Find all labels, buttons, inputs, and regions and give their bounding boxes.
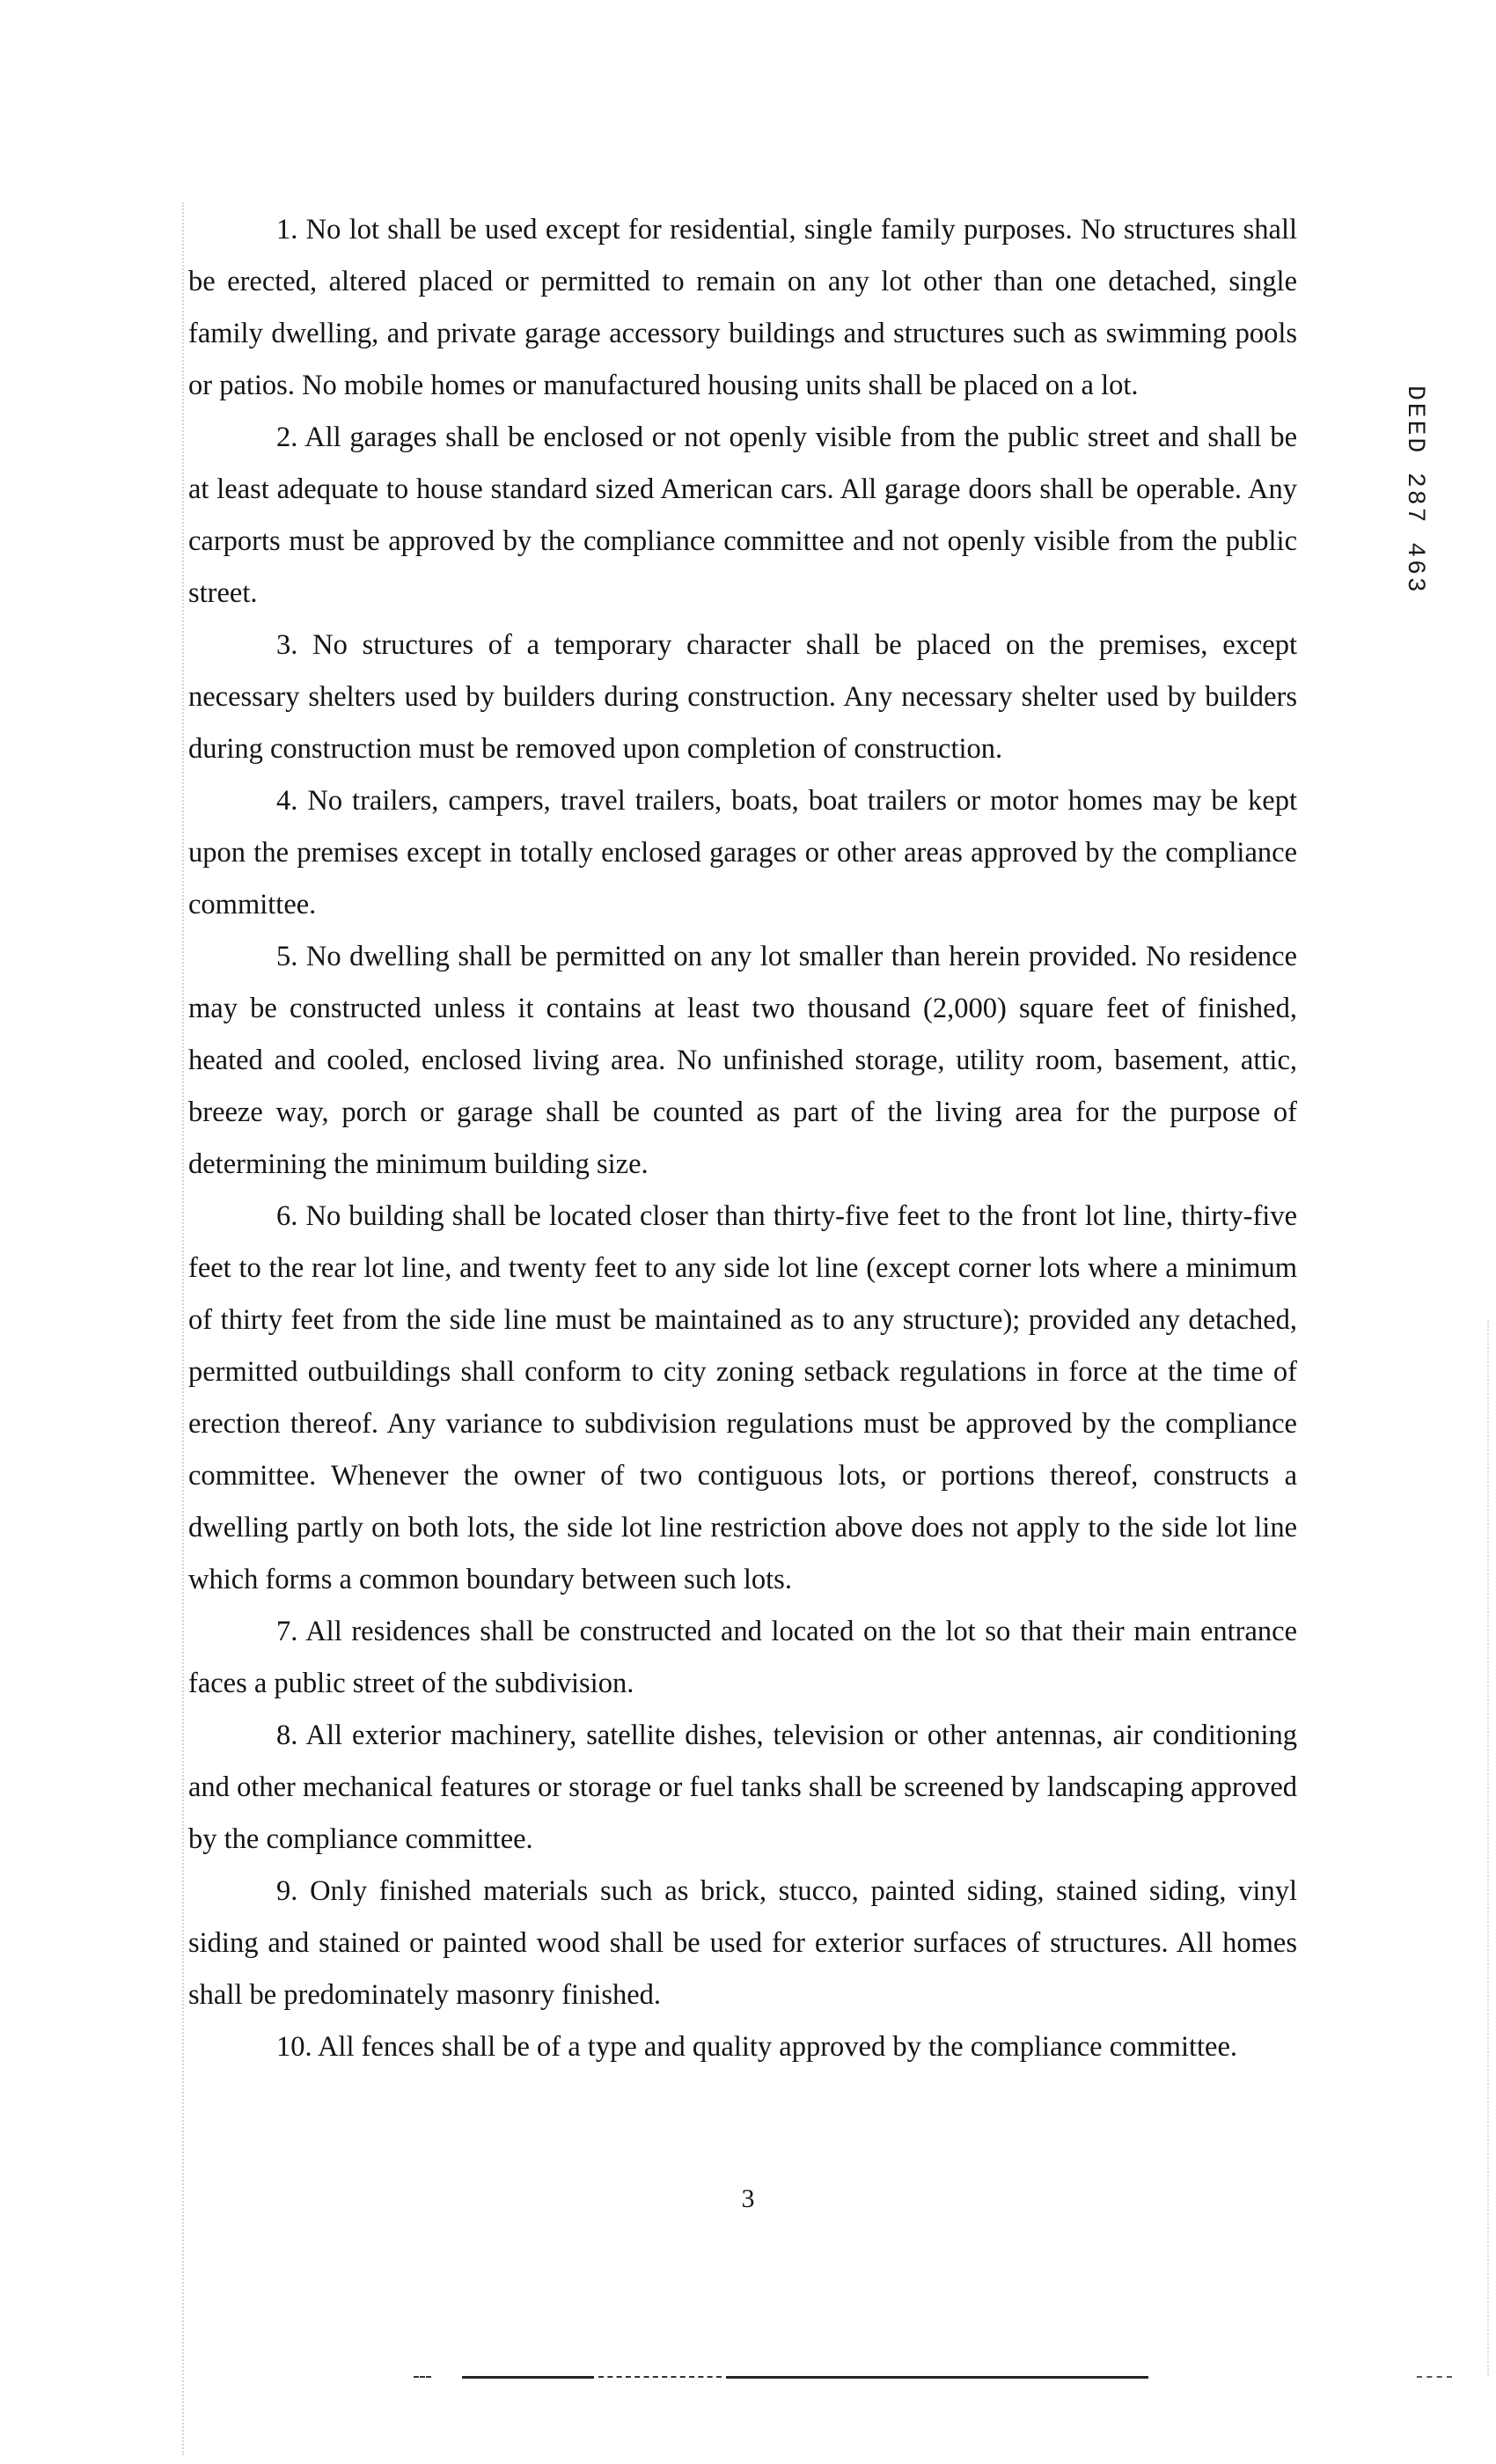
footer-rule-segment (414, 2376, 431, 2378)
footer-rule-segment (598, 2376, 722, 2378)
paragraph-8: 8. All exterior machinery, satellite dishes, television or other antennas, air conditioning and other mechanical features or storage or fuel tanks shall be screened by landscaping approved by the compliance committee. (188, 1720, 1297, 1855)
scan-edge-left (182, 202, 184, 2455)
page-number: 3 (741, 2184, 755, 2213)
paragraph-6: 6. No building shall be located closer than thirty-five feet to the front lot line, thirty-five feet to the rear lot line, and twenty feet to any side lot line (except corner lots where a minimum of thirty feet from the side line must be maintained as to any structure); provided any detached, permitted outbuildings shall conform to city zoning setback regulations in force at the time of erection thereof. Any variance to subdivision regulations must be approved by the compliance committee. Whenever the owner of two contiguous lots, or portions thereof, constructs a dwelling partly on both lots, the side lot line restriction above does not apply to the side lot line which forms a common boundary between such lots. (188, 1200, 1297, 1595)
paragraph-2: 2. All garages shall be enclosed or not openly visible from the public street and shall be at least adequate to house standard sized American cars. All garage doors shall be operable. Any carports must be approved by the compliance committee and not openly visible from the public street. (188, 422, 1297, 609)
paragraph-9: 9. Only finished materials such as brick, stucco, painted siding, stained siding, vinyl siding and stained or painted wood shall be used for exterior surfaces of structures. All homes shall be predominately masonry finished. (188, 1875, 1297, 2011)
scan-edge-right (1487, 1320, 1489, 2376)
paragraph-4: 4. No trailers, campers, travel trailers, boats, boat trailers or motor homes may be kept upon the premises except in totally enclosed garages or other areas approved by the compliance committee. (188, 785, 1297, 920)
footer-rule-segment (726, 2376, 1148, 2379)
restrictions-body (188, 204, 1297, 2073)
footer-rule-segment (462, 2376, 594, 2379)
paragraph-3: 3. No structures of a temporary character shall be placed on the premises, except necessary shelters used by builders during construction. Any necessary shelter used by builders during construction must be removed upon completion of construction. (188, 629, 1297, 765)
paragraph-1: 1. No lot shall be used except for residential, single family purposes. No structures shall be erected, altered placed or permitted to remain on any lot other than one detached, single family dwelling, and private garage accessory buildings and structures such as swimming pools or patios. No mobile homes or manufactured housing units shall be placed on a lot. (188, 214, 1297, 401)
paragraph-10: 10. All fences shall be of a type and quality approved by the compliance committee. (276, 2031, 1238, 2063)
deed-book-stamp: DEED 287 463 (1401, 385, 1428, 595)
paragraph-5: 5. No dwelling shall be permitted on any lot smaller than herein provided. No residence may be constructed unless it contains at least two thousand (2,000) square feet of finished, heated and cooled, enclosed living area. No unfinished storage, utility room, basement, attic, breeze way, porch or garage shall be counted as part of the living area for the purpose of determining the minimum building size. (188, 941, 1297, 1180)
footer-rule-segment (1417, 2376, 1452, 2378)
paragraph-7: 7. All residences shall be constructed and located on the lot so that their main entrance faces a public street of the subdivision. (188, 1616, 1297, 1699)
